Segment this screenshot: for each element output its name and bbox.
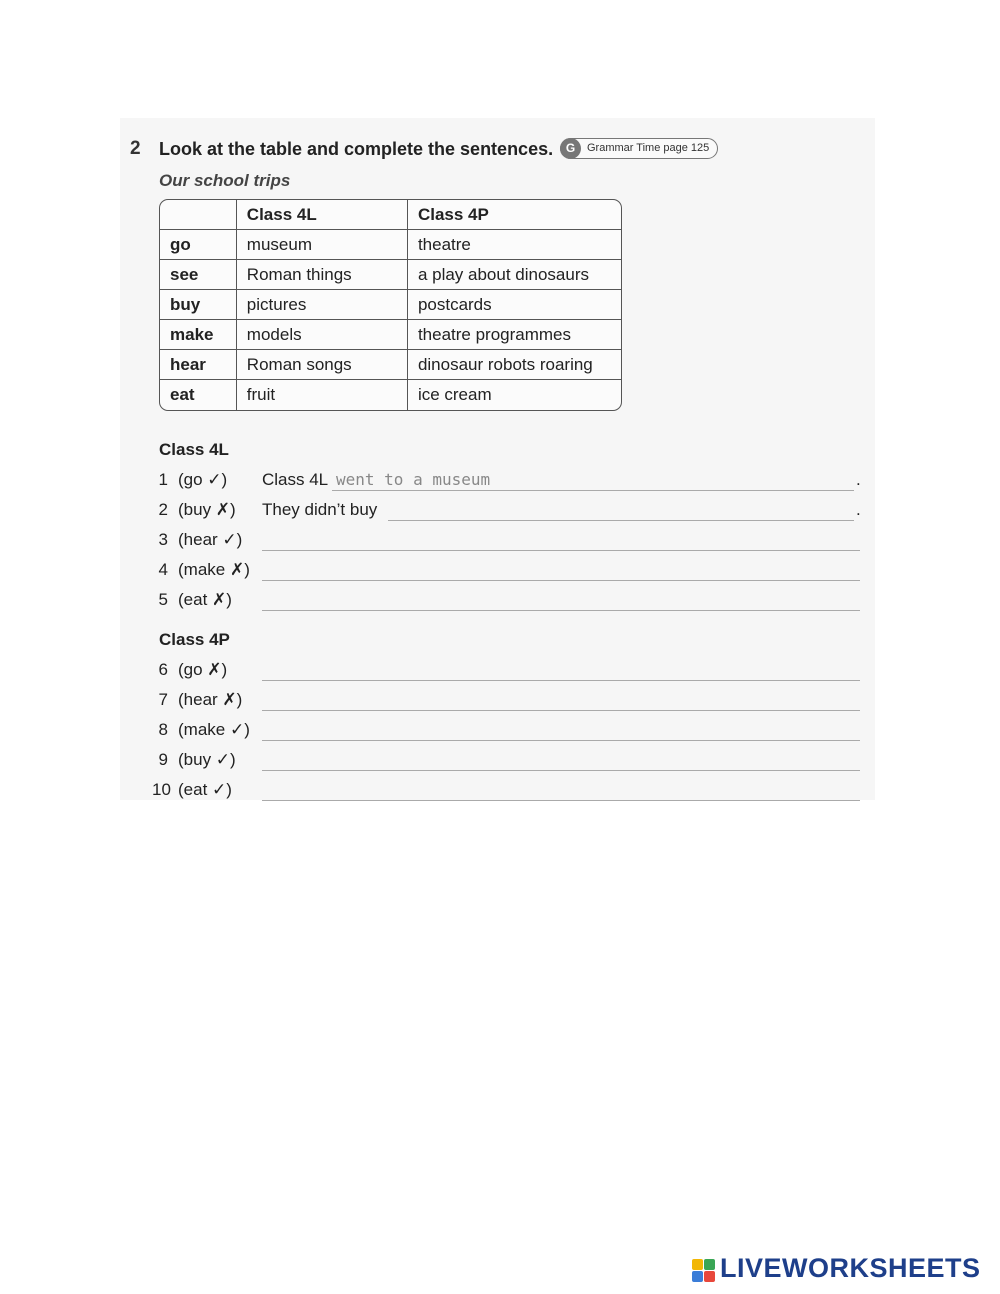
exercise-item-8 xyxy=(152,718,864,742)
class-4p-cell: ice cream xyxy=(417,385,492,404)
verb-cell: go xyxy=(160,230,237,260)
answer-field-4[interactable] xyxy=(262,558,860,581)
class-4l-cell: Roman songs xyxy=(237,350,408,380)
verb-cell: hear xyxy=(160,350,237,380)
exercise-item-7 xyxy=(152,688,864,712)
table-row xyxy=(160,380,621,410)
logo-square-icon xyxy=(692,1259,703,1270)
item-cue: (go ✗) xyxy=(178,660,228,679)
answer-text: went to a museum xyxy=(336,470,491,489)
item-number: 1 xyxy=(158,470,168,489)
table-caption: Our school trips xyxy=(159,171,291,190)
table-header-row xyxy=(160,200,621,230)
item-number: 8 xyxy=(158,720,168,739)
answer-field-10[interactable] xyxy=(262,778,860,801)
class-4l-cell: museum xyxy=(237,230,408,260)
logo-square-icon xyxy=(704,1259,715,1270)
class-4p-cell: theatre programmes xyxy=(408,320,621,350)
item-number: 5 xyxy=(158,590,168,609)
item-cue: (hear ✗) xyxy=(178,690,243,709)
class-4l-cell: Roman things xyxy=(237,260,408,290)
logo-square-icon xyxy=(692,1271,703,1282)
grammar-time-reference xyxy=(560,138,718,159)
exercise-item-4 xyxy=(152,558,864,582)
logo-text: LIVEWORKSHEETS xyxy=(720,1253,981,1283)
item-prefix: Class 4L xyxy=(262,470,329,489)
answer-field-7[interactable] xyxy=(262,688,860,711)
item-number: 7 xyxy=(158,690,168,709)
answer-field-3[interactable] xyxy=(262,528,860,551)
verb-cell: buy xyxy=(160,290,237,320)
table-header-cell xyxy=(160,200,237,230)
item-cue: (eat ✓) xyxy=(178,780,232,799)
grammar-time-icon: G xyxy=(560,138,581,159)
item-cue: (make ✓) xyxy=(178,720,250,739)
sentence-end: . xyxy=(856,500,861,519)
table-row xyxy=(160,320,621,350)
table-row xyxy=(160,350,621,380)
item-cue: (buy ✓) xyxy=(178,750,236,769)
table-row xyxy=(160,260,621,290)
class-4p-cell: theatre xyxy=(408,230,621,260)
class-4p-cell: postcards xyxy=(408,290,621,320)
exercise-number: 2 xyxy=(130,138,141,159)
exercise-item-9 xyxy=(152,748,864,772)
item-number: 3 xyxy=(158,530,168,549)
item-cue: (eat ✗) xyxy=(178,590,232,609)
answer-field-8[interactable] xyxy=(262,718,860,741)
verb-cell: see xyxy=(160,260,237,290)
item-number: 6 xyxy=(158,660,168,679)
section-title-class-4l: Class 4L xyxy=(159,440,229,459)
answer-field-5[interactable] xyxy=(262,588,860,611)
exercise-item-10 xyxy=(152,778,864,802)
table-header-cell: Class 4L xyxy=(237,200,408,230)
class-4l-cell: fruit xyxy=(237,380,408,410)
exercise-item-6 xyxy=(152,658,864,682)
item-number: 9 xyxy=(158,750,168,769)
logo-square-icon xyxy=(704,1271,715,1282)
item-number: 4 xyxy=(158,560,168,579)
sentence-end: . xyxy=(856,470,861,489)
item-number: 2 xyxy=(158,500,168,519)
exercise-item-3 xyxy=(152,528,864,552)
table-row xyxy=(160,290,621,320)
item-cue: (go ✓) xyxy=(178,470,228,489)
item-prefix: They didn’t buy xyxy=(262,500,378,519)
answer-field-6[interactable] xyxy=(262,658,860,681)
class-4l-cell: models xyxy=(237,320,408,350)
verb-cell: eat xyxy=(160,380,237,410)
item-number: 10 xyxy=(152,780,171,799)
class-4l-cell: pictures xyxy=(237,290,408,320)
section-title-class-4p: Class 4P xyxy=(159,630,230,649)
answer-field-1[interactable] xyxy=(332,468,854,491)
class-4p-cell: dinosaur robots roaring xyxy=(408,350,621,380)
exercise-item-1 xyxy=(152,468,864,492)
table-header-cell: Class 4P xyxy=(408,200,621,230)
exercise-item-5 xyxy=(152,588,864,612)
grammar-time-label: Grammar Time page 125 xyxy=(587,142,710,154)
item-cue: (make ✗) xyxy=(178,560,250,579)
school-trips-table xyxy=(159,199,622,411)
class-4p-cell: a play about dinosaurs xyxy=(408,260,621,290)
item-cue: (hear ✓) xyxy=(178,530,243,549)
exercise-item-2 xyxy=(152,498,864,522)
answer-field-2[interactable] xyxy=(388,498,854,521)
item-cue: (buy ✗) xyxy=(178,500,236,519)
exercise-instruction: Look at the table and complete the sentences. xyxy=(159,139,554,159)
table-row xyxy=(160,230,621,260)
verb-cell: make xyxy=(160,320,237,350)
answer-field-9[interactable] xyxy=(262,748,860,771)
